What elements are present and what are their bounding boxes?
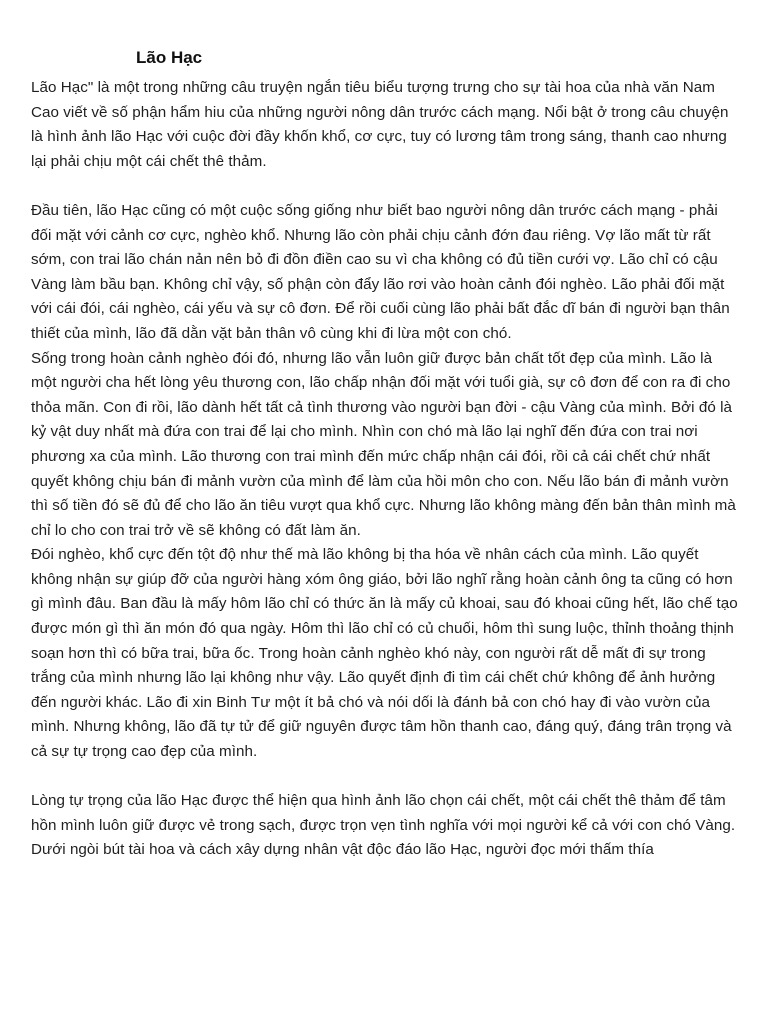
paragraph-hardship: Đầu tiên, lão Hạc cũng có một cuộc sống giống như biết bao người nông dân trước cách mạng - phải đối mặt với cảnh cơ cực, nghèo khổ. Nhưng lão còn phải chịu cảnh đớn đau riêng. Vợ lão mất từ rất sớm, con trai lão chán nản nên bỏ đi đồn điền cao su vì cha không có đủ tiền cưới vợ. Lão chỉ có cậu Vàng làm bầu bạn. Không chỉ vậy, số phận còn đẩy lão rơi vào hoàn cảnh đói nghèo. Lão phải đối mặt với cái đói, cái nghèo, cái yếu và sự cô đơn. Để rồi cuối cùng lão phải bất đắc dĩ bán đi người bạn thân thiết của mình, lão đã dằn vặt bản thân vô cùng khi đi lừa một con chó. — [31, 201, 730, 342]
paragraph-good-nature: Sống trong hoàn cảnh nghèo đói đó, nhưng lão vẫn luôn giữ được bản chất tốt đẹp của mình. Lão là một người cha hết lòng yêu thương con, lão chấp nhận đối mặt với tuổi già, sự cô đơn để con ra đi cho thỏa mãn. Con đi rồi, lão dành hết tất cả tình thương vào người bạn đời - cậu Vàng của mình. Bởi đó là kỷ vật duy nhất mà đứa con trai để lại cho mình. Nhìn con chó mà lão lại nghĩ đến đứa con trai nơi phương xa của mình. Lão thương con trai mình đến mức chấp nhận cái đói, rồi cả cái chết chứ nhất quyết không chịu bán đi mảnh vườn của mình để làm của hồi môn cho con. Nếu lão bán đi mảnh vườn thì số tiền đó sẽ đủ để cho lão ăn tiêu vượt qua khổ cực. Nhưng lão không màng đến bản thân mình mà chỉ lo cho con trai trở về sẽ không có đất làm ăn. — [31, 349, 736, 539]
document-body — [31, 76, 741, 863]
paragraph-intro: Lão Hạc" là một trong những câu truyện ngắn tiêu biểu tượng trưng cho sự tài hoa của nhà văn Nam Cao viết về số phận hẩm hiu của những người nông dân trước cách mạng. Nổi bật ở trong câu chuyện là hình ảnh lão Hạc với cuộc đời đầy khốn khổ, cơ cực, tuy có lương tâm trong sáng, thanh cao nhưng lại phải chịu một cái chết thê thảm. — [31, 79, 729, 170]
paragraph-spacer — [31, 174, 741, 199]
paragraph-dignity: Đói nghèo, khổ cực đến tột độ như thế mà lão không bị tha hóa về nhân cách của mình. Lão quyết không nhận sự giúp đỡ của người hàng xóm ông giáo, bởi lão nghĩ rằng hoàn cảnh ông ta cũng có hơn gì mình đâu. Ban đầu là mấy hôm lão chỉ có thức ăn là mấy củ khoai, sau đó khoai cũng hết, lão chế tạo được món gì thì ăn món đó qua ngày. Hôm thì lão chỉ có củ chuối, hôm thì sung luộc, thỉnh thoảng thịnh soạn hơn thì có bữa trai, bữa ốc. Trong hoàn cảnh nghèo khó này, con người rất dễ mất đi sự trong trắng của mình nhưng lão lại không như vậy. Lão quyết định đi tìm cái chết chứ không để ảnh hưởng đến người khác. Lão đi xin Binh Tư một ít bả chó và nói dối là đánh bả con chó hay đi vào vườn của mình. Nhưng không, lão đã tự tử để giữ nguyên được tâm hồn thanh cao, đáng quý, đáng trân trọng và cả sự tự trọng cao đẹp của mình. — [31, 546, 738, 761]
document-title: Lão Hạc — [136, 48, 203, 67]
paragraph-spacer — [31, 765, 741, 790]
paragraph-conclusion: Dưới ngòi bút tài hoa và cách xây dựng nhân vật độc đáo lão Hạc, người đọc mới thấm thía — [31, 841, 654, 859]
paragraph-self-respect: Lòng tự trọng của lão Hạc được thể hiện qua hình ảnh lão chọn cái chết, một cái chết thê thảm để tâm hồn mình luôn giữ được vẻ trong sạch, được trọn vẹn tình nghĩa với mọi người kể cả với con chó Vàng. — [31, 792, 736, 834]
